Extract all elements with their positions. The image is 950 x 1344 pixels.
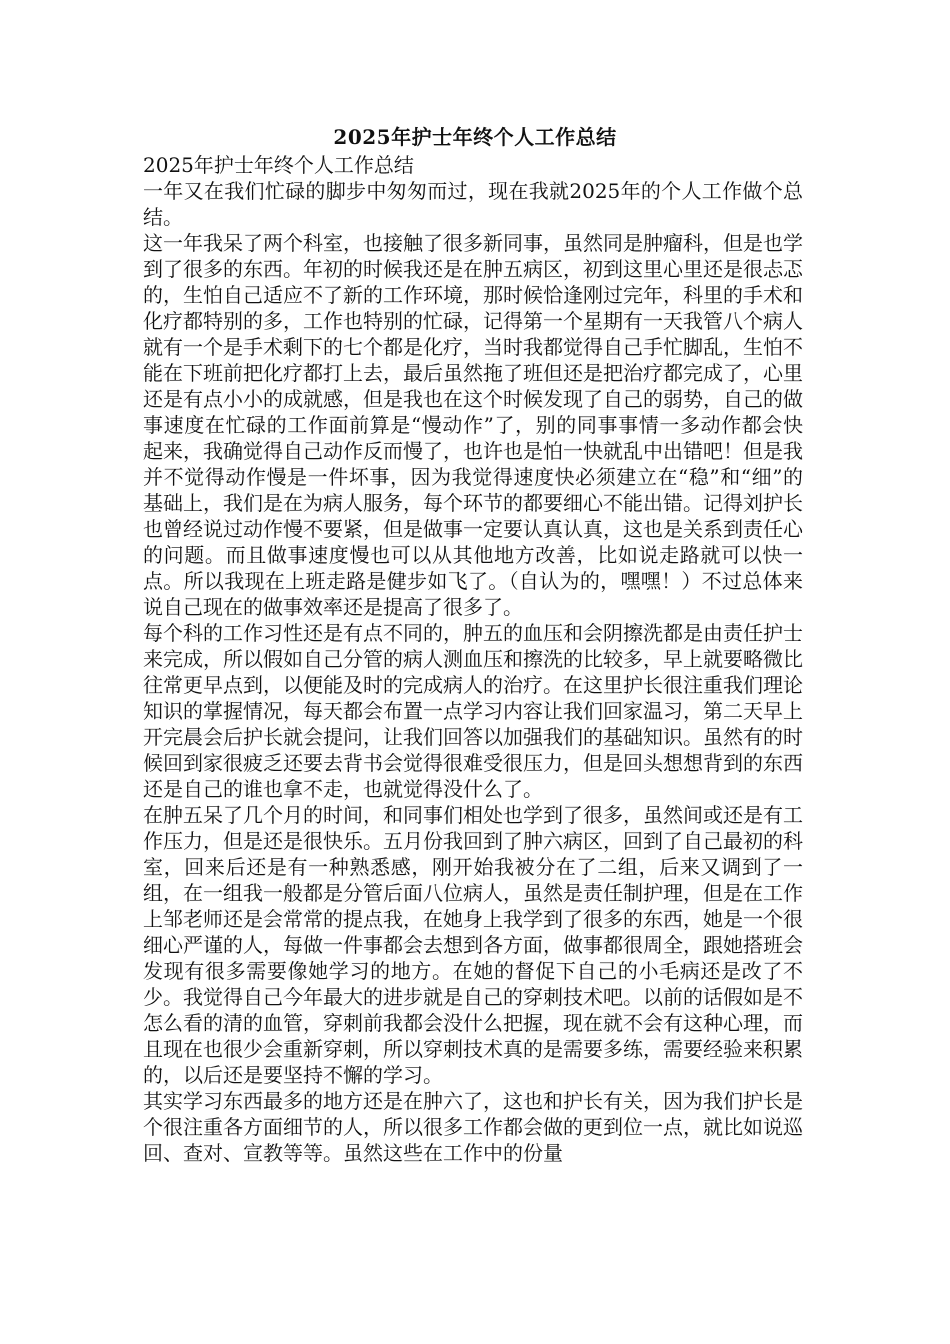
document-title: 2025年护士年终个人工作总结 [333, 125, 617, 149]
subtitle-line: 2025年护士年终个人工作总结 [143, 153, 414, 177]
paragraph-work-habits: 每个科的工作习性还是有点不同的，肿五的血压和会阴擦洗都是由责任护士来完成，所以假如自己分管的病人测血压和擦洗的比较多，早上就要略微比往常更早点到，以便能及时的完成病人的治疗。在这里护长很注重我们理论知识的掌握情况，每天都会布置一点学习内容让我们回家温习，第二天早上开完晨会后护长就会提问，让我们回答以加强我们的基础知识。虽然有的时候回到家很疲乏还要去背书会觉得很难受很压力，但是回头想想背到的东西还是自己的谁也拿不走，也就觉得没什么了。 [143, 621, 803, 801]
paragraph-return-ward-six: 在肿五呆了几个月的时间，和同事们相处也学到了很多，虽然间或还是有工作压力，但是还是很快乐。五月份我回到了肿六病区，回到了自己最初的科室，回来后还是有一种熟悉感，刚开始我被分在了二组，后来又调到了一组，在一组我一般都是分管后面八位病人，虽然是责任制护理，但是在工作上邹老师还是会常常的提点我，在她身上我学到了很多的东西，她是一个很细心严谨的人，每做一件事都会去想到各方面，做事都很周全，跟她搭班会发现有很多需要像她学习的地方。在她的督促下自己的小毛病还是改了不少。我觉得自己今年最大的进步就是自己的穿刺技术吧。以前的话假如是不怎么看的清的血管，穿刺前我都会没什么把握，现在就不会有这种心理，而且现在也很少会重新穿刺，所以穿刺技术真的是需要多练，需要经验来积累的，以后还是要坚持不懈的学习。 [143, 803, 803, 1087]
paragraph-two-departments: 这一年我呆了两个科室，也接触了很多新同事，虽然同是肿瘤科，但是也学到了很多的东西。年初的时候我还是在肿五病区，初到这里心里还是很忐忑的，生怕自己适应不了新的工作环境，那时候恰逢刚过完年，科里的手术和化疗都特别的多，工作也特别的忙碌，记得第一个星期有一天我管八个病人就有一个是手术剩下的七个都是化疗，当时我都觉得自己手忙脚乱，生怕不能在下班前把化疗都打上去，最后虽然拖了班但还是把治疗都完成了，心里还是有点小小的成就感，但是我也在这个时候发现了自己的弱势，自己的做事速度在忙碌的工作面前算是“慢动作”了，别的同事事情一多动作都会快起来，我确觉得自己动作反而慢了，也许也是怕一快就乱中出错吧！但是我并不觉得动作慢是一件坏事，因为我觉得速度快必须建立在“稳”和“细”的基础上，我们是在为病人服务，每个环节的都要细心不能出错。记得刘护长也曾经说过动作慢不要紧，但是做事一定要认真认真，这也是关系到责任心的问题。而且做事速度慢也可以从其他地方改善，比如说走路就可以快一点。所以我现在上班走路是健步如飞了。（自认为的，嘿嘿！）不过总体来说自己现在的做事效率还是提高了很多了。 [143, 231, 803, 619]
document-body [143, 152, 803, 1166]
paragraph-learning: 其实学习东西最多的地方还是在肿六了，这也和护长有关，因为我们护长是个很注重各方面细节的人，所以很多工作都会做的更到位一点，就比如说巡回、查对、宣教等等。虽然这些在工作中的份量 [143, 1089, 803, 1165]
intro-paragraph: 一年又在我们忙碌的脚步中匆匆而过，现在我就2025年的个人工作做个总结。 [143, 179, 803, 229]
